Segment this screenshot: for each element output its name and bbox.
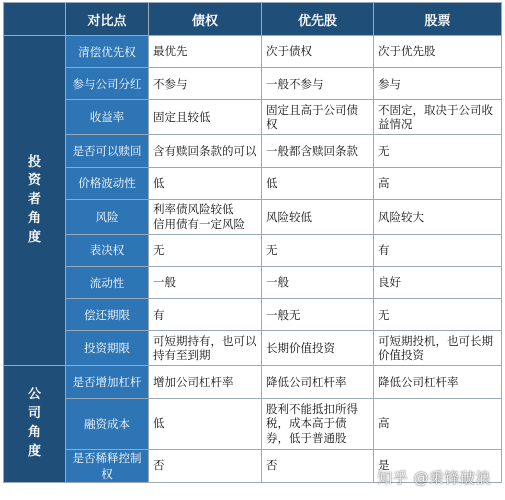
cell-bond: 增加公司杠杆率	[149, 366, 262, 398]
table-row	[4, 299, 502, 331]
cell-preferred: 无	[262, 234, 374, 266]
cell-stock: 可短期投机，也可长期价值投资	[374, 331, 502, 366]
cell-preferred: 低	[262, 167, 374, 199]
cell-preferred: 长期价值投资	[262, 331, 374, 366]
row-label: 偿还期限	[66, 299, 149, 331]
row-label: 风险	[66, 199, 149, 234]
cell-bond: 最优先	[149, 36, 262, 68]
cell-preferred: 风险较低	[262, 199, 374, 234]
cell-stock: 不固定，取决于公司收益情况	[374, 100, 502, 135]
row-label: 流动性	[66, 266, 149, 298]
table-row	[4, 135, 502, 167]
header-stock: 股票	[374, 3, 502, 36]
cell-preferred: 一般不参与	[262, 68, 374, 100]
cell-preferred: 一般无	[262, 299, 374, 331]
cell-preferred: 一般都含赎回条款	[262, 135, 374, 167]
cell-bond: 低	[149, 398, 262, 449]
cell-stock: 高	[374, 398, 502, 449]
row-label: 是否稀释控制权	[66, 449, 149, 482]
cell-stock: 参与	[374, 68, 502, 100]
row-label: 参与公司分红	[66, 68, 149, 100]
table-row	[4, 234, 502, 266]
table-row	[4, 100, 502, 135]
table-row	[4, 68, 502, 100]
cell-bond: 含有赎回条款的可以	[149, 135, 262, 167]
table-row	[4, 266, 502, 298]
cell-bond: 否	[149, 449, 262, 482]
header-preferred-stock: 优先股	[262, 3, 374, 36]
cell-stock: 降低公司杠杆率	[374, 366, 502, 398]
comparison-table	[3, 2, 502, 483]
row-label: 表决权	[66, 234, 149, 266]
cell-bond: 有	[149, 299, 262, 331]
comparison-table-wrapper	[3, 2, 502, 483]
cell-bond	[149, 199, 262, 234]
cell-preferred: 降低公司杠杆率	[262, 366, 374, 398]
group-text-company: 公 司 角 度	[27, 387, 41, 459]
table-row	[4, 331, 502, 366]
cell-stock: 良好	[374, 266, 502, 298]
row-label: 是否可以赎回	[66, 135, 149, 167]
row-label: 融资成本	[66, 398, 149, 449]
group-label-investor	[4, 36, 66, 366]
cell-bond: 不参与	[149, 68, 262, 100]
cell-preferred: 股利不能抵扣所得税，成本高于债券，低于普通股	[262, 398, 374, 449]
header-compare-point: 对比点	[66, 3, 149, 36]
cell-bond-text: 利率债风险较低 信用债有一定风险	[153, 202, 245, 231]
table-row	[4, 167, 502, 199]
cell-bond: 无	[149, 234, 262, 266]
header-bond: 债权	[149, 3, 262, 36]
cell-bond: 可短期持有，也可以持有至到期	[149, 331, 262, 366]
header-row	[4, 3, 502, 36]
cell-stock: 是	[374, 449, 502, 482]
cell-stock: 风险较大	[374, 199, 502, 234]
group-label-company	[4, 366, 66, 482]
table-row	[4, 398, 502, 449]
cell-preferred: 固定且高于公司债权	[262, 100, 374, 135]
group-text-investor: 投 资 者 角 度	[27, 154, 41, 245]
table-row	[4, 36, 502, 68]
cell-preferred: 否	[262, 449, 374, 482]
row-label: 投资期限	[66, 331, 149, 366]
cell-preferred: 一般	[262, 266, 374, 298]
cell-stock: 高	[374, 167, 502, 199]
cell-stock: 次于优先股	[374, 36, 502, 68]
table-row	[4, 366, 502, 398]
row-label: 清偿优先权	[66, 36, 149, 68]
row-label: 是否增加杠杆	[66, 366, 149, 398]
cell-bond: 一般	[149, 266, 262, 298]
table-row	[4, 199, 502, 234]
watermark-text: 知乎 @乘锋破浪	[377, 469, 491, 487]
row-label: 收益率	[66, 100, 149, 135]
row-label: 价格波动性	[66, 167, 149, 199]
cell-preferred: 次于债权	[262, 36, 374, 68]
cell-stock: 有	[374, 234, 502, 266]
cell-stock: 无	[374, 299, 502, 331]
header-corner	[4, 3, 66, 36]
cell-bond: 固定且较低	[149, 100, 262, 135]
cell-bond: 低	[149, 167, 262, 199]
cell-stock: 无	[374, 135, 502, 167]
